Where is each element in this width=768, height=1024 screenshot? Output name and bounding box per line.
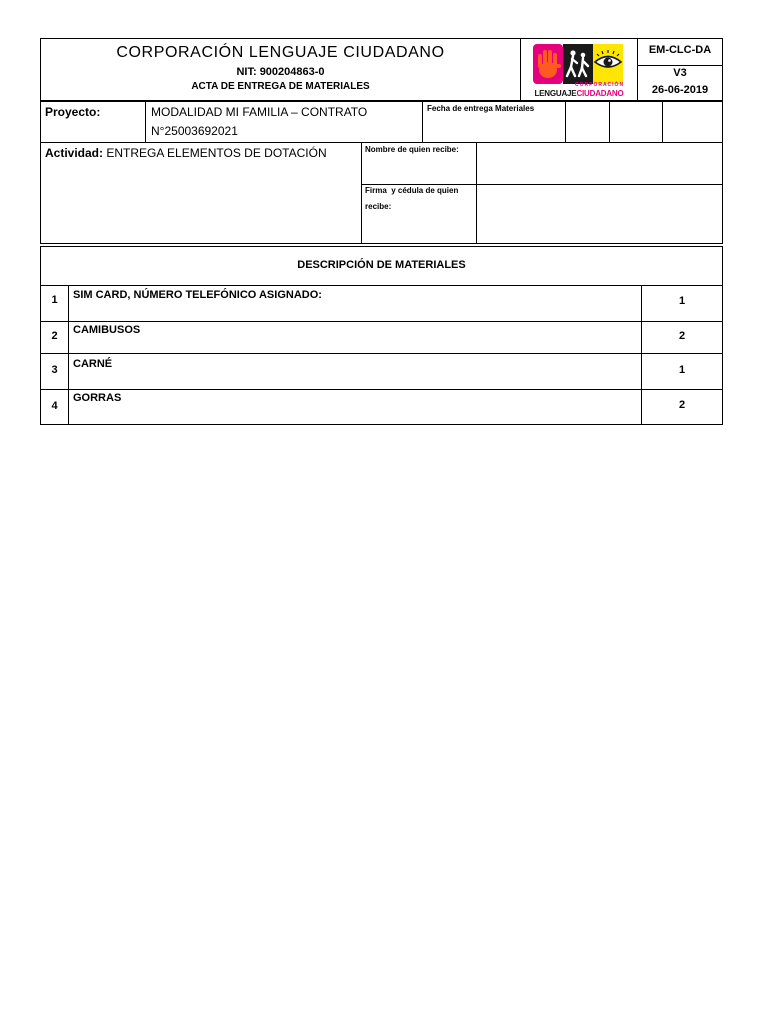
row-description: CARNÉ: [73, 358, 113, 370]
row-quantity: 2: [678, 399, 686, 411]
table-row: [40, 321, 723, 354]
table-row: [40, 353, 723, 390]
doc-date: 26-06-2019: [651, 84, 709, 96]
row-description: GORRAS: [73, 392, 122, 404]
table-row: [40, 389, 723, 425]
activity-value: ENTREGA ELEMENTOS DE DOTACIÓN: [106, 146, 327, 160]
project-value-line1: MODALIDAD MI FAMILIA – CONTRATO: [151, 105, 368, 119]
document-title: ACTA DE ENTREGA DE MATERIALES: [191, 81, 370, 92]
logo-black-panel: [563, 44, 593, 84]
row-number: 1: [51, 294, 58, 306]
materials-title: DESCRIPCIÓN DE MATERIALES: [297, 259, 466, 271]
receiver-name-field[interactable]: [476, 142, 723, 185]
corporation-logo: [531, 42, 627, 98]
row-number: 3: [51, 364, 58, 376]
nit: NIT: 900204863-0: [236, 66, 325, 78]
doc-code: EM-CLC-DA: [648, 44, 712, 56]
logo-word-ciudadano: CIUDADANO: [576, 89, 624, 98]
delivery-day-field[interactable]: [565, 101, 610, 143]
signature-field[interactable]: [476, 184, 723, 244]
signature-label-line1: Firma y cédula de quien: [365, 186, 459, 195]
receiver-name-label: Nombre de quien recibe:: [365, 145, 459, 154]
project-value-line2: N°25003692021: [151, 124, 238, 138]
org-name: CORPORACIÓN LENGUAJE CIUDADANO: [116, 44, 445, 61]
delivery-month-field[interactable]: [609, 101, 663, 143]
row-number: 2: [51, 330, 58, 342]
row-quantity: 1: [678, 295, 686, 307]
doc-version: V3: [673, 67, 687, 79]
activity-line: [45, 146, 327, 160]
row-quantity: 1: [678, 364, 686, 376]
logo-corp-text: CORPORACIÓN: [575, 82, 625, 88]
row-quantity: 2: [678, 330, 686, 342]
activity-label: Actividad:: [45, 146, 104, 160]
row-description: SIM CARD, NÚMERO TELEFÓNICO ASIGNADO:: [73, 289, 322, 301]
row-number: 4: [51, 400, 58, 412]
logo-word-lenguaje: LENGUAJE: [534, 89, 577, 98]
project-label: Proyecto:: [45, 105, 101, 119]
delivery-date-label: Fecha de entrega Materiales: [427, 104, 535, 113]
signature-label-line2: recibe:: [365, 202, 392, 211]
logo-wordmark: [531, 89, 627, 98]
delivery-year-field[interactable]: [662, 101, 723, 143]
row-description: CAMIBUSOS: [73, 324, 141, 336]
